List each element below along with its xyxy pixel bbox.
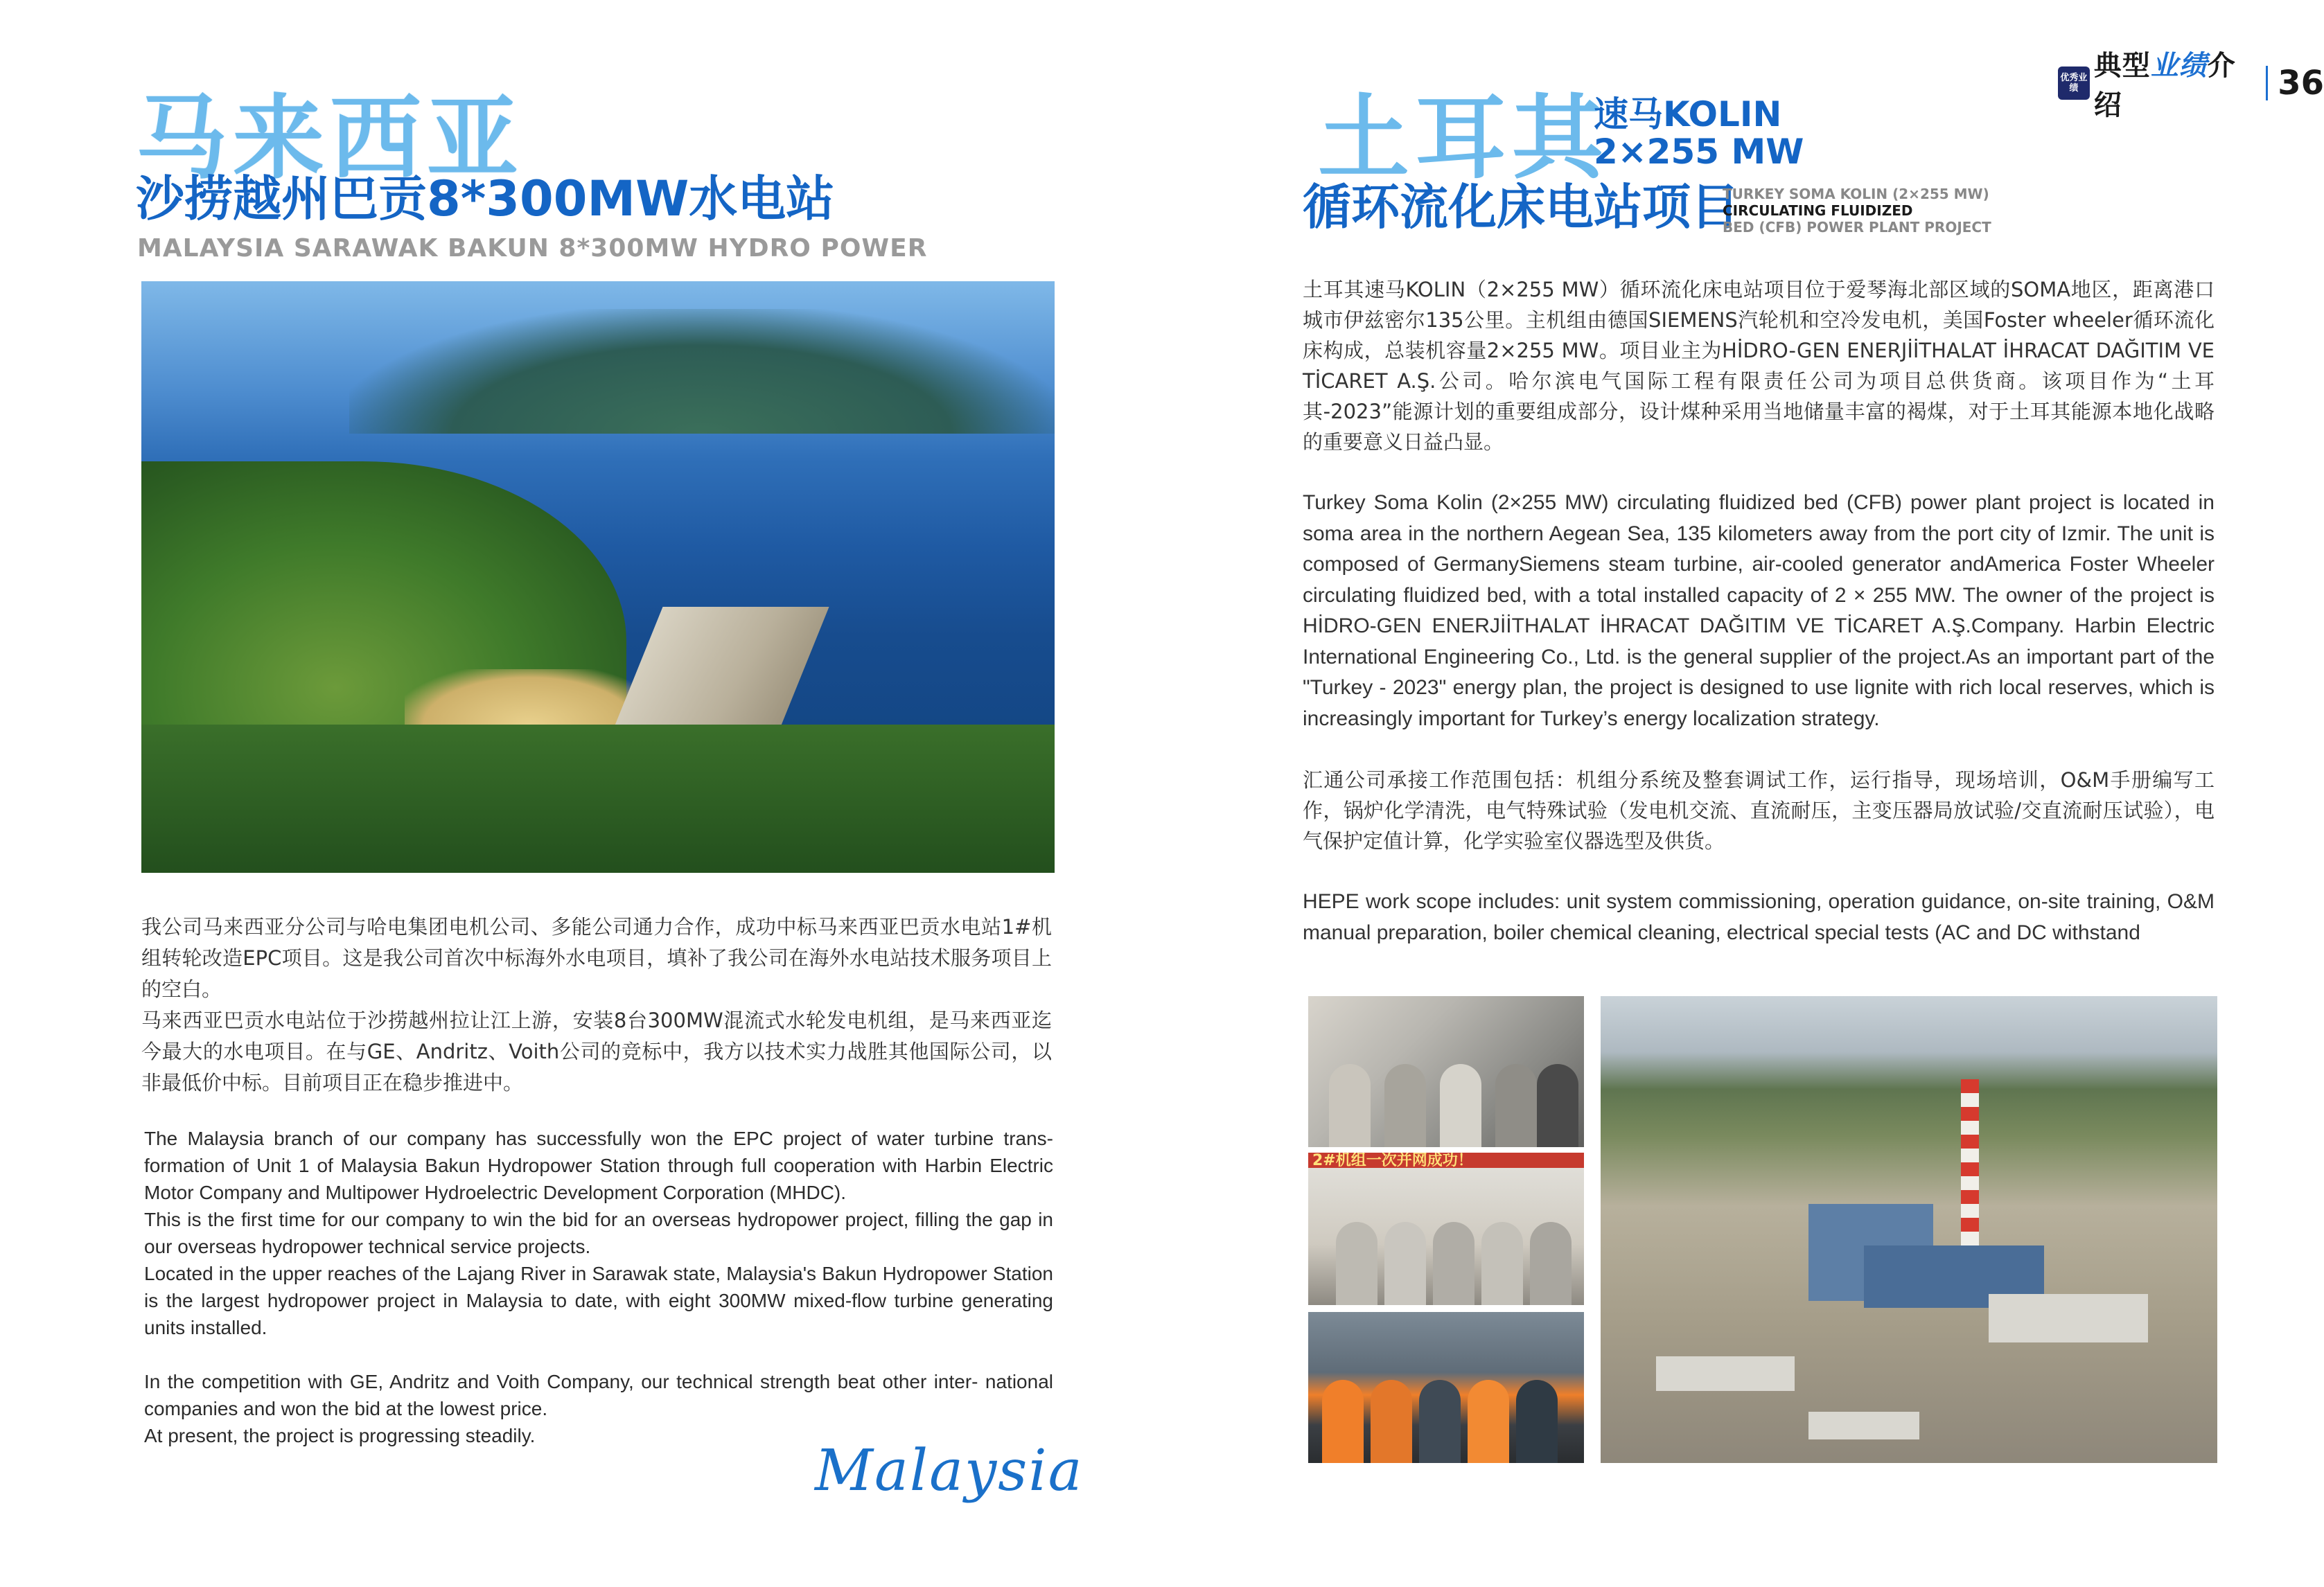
left-english-title: MALAYSIA SARAWAK BAKUN 8*300MW HYDRO POWER (137, 234, 928, 263)
right-country-title: 土耳其 (1318, 85, 1609, 192)
left-en-paragraph: At present, the project is progressing steadily. (144, 1425, 536, 1446)
power-plant-aerial-photo (1601, 996, 2217, 1463)
page-number: 36 (2278, 64, 2324, 103)
left-cn-paragraph: 我公司马来西亚分公司与哈电集团电机公司、多能公司通力合作，成功中标马来西亚巴贡水电站1#机组转轮改造EPC项目。这是我公司首次中标海外水电项目，填补了我公司在海外水电站技术服务项目上的空白。 (141, 915, 1052, 1001)
left-en-paragraph: In the competition with GE, Andritz and Voith Company, our technical strength beat other inter- national companies and won the bid at the lowest price. (144, 1371, 1053, 1419)
left-country-title: 马来西亚 (136, 85, 524, 192)
right-en-title-line: CIRCULATING FLUIDIZED (1723, 202, 1913, 219)
left-english-text (144, 1125, 1053, 1449)
banner-text: 2#机组一次并网成功！ (1312, 1153, 1473, 1169)
team-celebration-photo (1308, 1153, 1584, 1305)
left-en-paragraph: Located in the upper reaches of the Lajang River in Sarawak state, Malaysia's Bakun Hydropower Station is the largest hydropower project in Malaysia to date, with eight 300MW mixed-flow turbine generating units installed. (144, 1263, 1053, 1338)
section-badge (2058, 49, 2324, 121)
seal-logo: 优秀业绩 (2058, 67, 2090, 100)
kolin-title-line2: 2×255 MW (1594, 132, 1804, 172)
right-en-title-line: TURKEY SOMA KOLIN (2×255 MW) (1723, 186, 1989, 202)
section-title-prefix: 典型 (2093, 50, 2151, 82)
right-english-title (1723, 186, 1991, 236)
workers-in-control-room-photo (1308, 1312, 1584, 1463)
right-project-title: 循环流化床电站项目 (1303, 179, 1739, 236)
malaysia-script-word: Malaysia (815, 1438, 1084, 1504)
section-title (2094, 44, 2257, 123)
right-en-scope: HEPE work scope includes: unit system commissioning, operation guidance, on-site training, O&M manual preparation, boiler chemical cleaning, electrical special tests (AC and DC withstand (1303, 890, 2215, 944)
badge-divider (2266, 66, 2268, 100)
hydropower-dam-photo (141, 281, 1055, 873)
right-cn-scope: 汇通公司承接工作范围包括：机组分系统及整套调试工作，运行指导，现场培训，O&M手册编写工作，锅炉化学清洗，电气特殊试验（发电机交流、直流耐压，主变压器局放试验/交直流耐压试验），电气保护定值计算，化学实验室仪器选型及供货。 (1303, 768, 2215, 853)
kolin-title-line1: 速马KOLIN (1594, 94, 1782, 134)
section-title-suffix: 介绍 (2093, 50, 2236, 121)
left-project-title: 沙捞越州巴贡8*300MW水电站 (136, 170, 835, 227)
left-en-paragraph: This is the first time for our company to win the bid for an overseas hydropower project, filling the gap in our overseas hydropower technical service projects. (144, 1209, 1053, 1257)
section-title-accent: 业绩 (2150, 49, 2208, 82)
control-room-photo (1308, 996, 1584, 1147)
left-cn-paragraph: 马来西亚巴贡水电站位于沙捞越州拉让江上游，安装8台300MW混流式水轮发电机组，是马来西亚迄今最大的水电项目。在与GE、Andritz、Voith公司的竞标中，我方以技术实力战胜其他国际公司，以非最低价中标。目前项目正在稳步推进中。 (141, 1009, 1052, 1094)
right-cn-intro: 土耳其速马KOLIN（2×255 MW）循环流化床电站项目位于爱琴海北部区域的SOMA地区，距离港口城市伊兹密尔135公里。主机组由德国SIEMENS汽轮机和空冷发电机，美国Foster wheeler循环流化床构成，总装机容量2×255 MW。项目业主为HİDRO-GEN ENERJİİTHALAT İHRACAT DAĞITIM VE TİCARET A.Ş.公司。哈尔滨电气国际工程有限责任公司为项目总供货商。该项目作为“土耳其-2023”能源计划的重要组成部分，设计煤种采用当地储量丰富的褐煤，对于土耳其能源本地化战略的重要意义日益凸显。 (1303, 278, 2215, 454)
right-en-title-line: BED (CFB) POWER PLANT PROJECT (1723, 219, 1991, 236)
left-en-paragraph: The Malaysia branch of our company has successfully won the EPC project of water turbine trans- formation of Unit 1 of Malaysia Bakun Hydropower Station through full cooperation with Harbin Electric Motor Company and Multipower Hydroelectric Development Corporation (MHDC). (144, 1128, 1053, 1203)
left-chinese-text (141, 912, 1052, 1099)
right-body-text (1303, 274, 2215, 948)
right-en-intro: Turkey Soma Kolin (2×255 MW) circulating fluidized bed (CFB) power plant project is located in soma area in the northern Aegean Sea, 135 kilometers away from the port city of Izmir. The unit is composed of GermanySiemens steam turbine, air-cooled generator andAmerica Foster Wheeler circulating fluidized bed, with a total installed capacity of 2 × 255 MW. The owner of the project is HİDRO-GEN ENERJİİTHALAT İHRACAT DAĞITIM VE TİCARET A.Ş.Company. Harbin Electric International Engineering Co., Ltd. is the general supplier of the project.As an important part of the "Turkey - 2023" energy plan, the project is designed to use lignite with rich local reserves, which is increasingly important for Turkey’s energy localization strategy. (1303, 491, 2215, 730)
